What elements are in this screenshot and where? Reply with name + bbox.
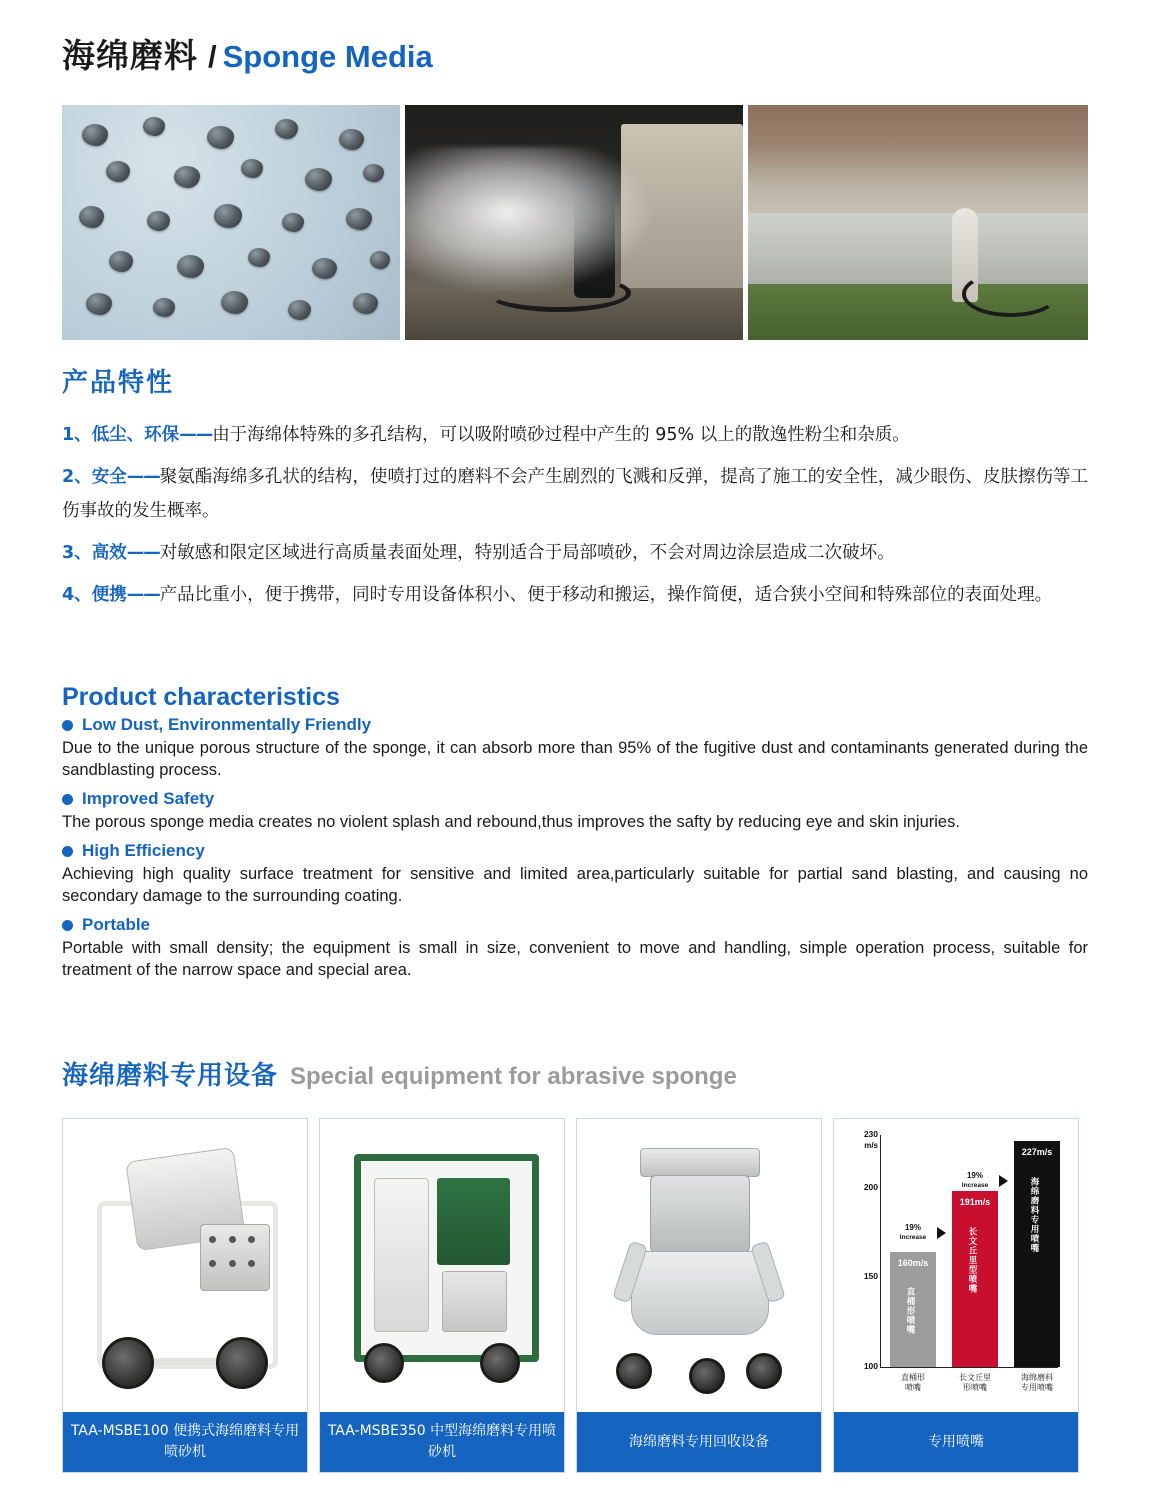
msbe100-caption: TAA-MSBE100 便携式海绵磨料专用喷砂机 [63,1412,307,1472]
equipment-heading-en: Special equipment for abrasive sponge [290,1063,737,1090]
cn-item-index: 3、 [62,543,92,563]
en-subtitle-label: Portable [82,915,151,934]
cn-item-dash: —— [126,543,160,563]
photo-strip [62,105,1088,340]
bar-2-category: 海绵磨料 专用喷嘴 [1021,1373,1053,1392]
equipment-heading-cn: 海绵磨料专用设备 [62,1061,279,1091]
cn-feature-item [62,418,1088,452]
page-title-en: Sponge Media [222,39,433,74]
special-nozzle-caption: 专用喷嘴 [834,1412,1078,1472]
en-subtitle-label: Low Dust, Environmentally Friendly [82,715,372,734]
bar-1-text: 长文丘里型喷嘴 [967,1227,977,1294]
cn-item-key: 低尘、环保 [91,425,180,445]
y-axis-unit: m/s [864,1141,878,1150]
msbe100-machine-image [63,1119,307,1412]
cn-item-key: 便携 [91,585,127,605]
cn-feature-item [62,460,1088,528]
en-body-text: Portable with small density; the equipment is small in size, convenient to move and handling, simple operation process, suitable for treatment of the narrow space and special area. [62,939,1088,979]
section-heading-en: Product characteristics [62,683,340,711]
bullet-icon [62,794,73,805]
annotation-1-arrow-icon [999,1175,1008,1187]
cn-item-text: 聚氨酯海绵多孔状的结构，使喷打过的磨料不会产生剧烈的飞溅和反弹，提高了施工的安全性，减少眼伤、皮肤擦伤等工伤事故的发生概率。 [62,467,1089,521]
en-feature-block [62,715,1088,989]
bar-2-value: 227m/s [1021,1147,1053,1157]
recovery-unit-image [577,1119,821,1412]
sponge-media-granules-photo [62,105,400,340]
en-subtitle-label: Improved Safety [82,789,215,808]
en-subtitle-label: High Efficiency [82,841,205,860]
en-body-text: Due to the unique porous structure of the sponge, it can absorb more than 95% of the fugitive dust and contaminants generated during the sandblasting process. [62,739,1088,779]
cn-item-index: 4、 [62,585,92,605]
card-recovery-unit[interactable] [576,1118,822,1473]
y-tick-150: 150 [863,1271,878,1281]
y-tick-200: 200 [863,1182,878,1192]
msbe350-machine-image [320,1119,564,1412]
bar-2 [1014,1141,1060,1367]
title-separator: / [208,39,217,74]
cn-item-index: 2、 [62,467,92,487]
card-msbe350[interactable] [319,1118,565,1473]
cn-feature-list [62,418,1088,620]
msbe350-caption: TAA-MSBE350 中型海绵磨料专用喷砂机 [320,1412,564,1472]
sandblasting-dust-photo [405,105,743,340]
bar-1-value: 191m/s [959,1197,991,1207]
card-special-nozzle[interactable] [833,1118,1079,1473]
bar-0-category: 直桶形 喷嘴 [901,1373,925,1392]
page-title-cn: 海绵磨料 [62,36,198,75]
cn-item-text: 产品比重小，便于携带，同时专用设备体积小、便于移动和搬运，操作简便，适合狭小空间和特殊部位的表面处理。 [159,585,1053,605]
y-tick-230: 230 [863,1129,878,1139]
cn-item-key: 安全 [91,467,127,487]
cn-item-index: 1、 [62,425,92,445]
nozzle-velocity-chart [834,1119,1078,1412]
bullet-icon [62,720,73,731]
bar-1-category: 长文丘里 形喷嘴 [959,1373,991,1392]
bullet-icon [62,846,73,857]
en-subtitle [62,789,1088,809]
bar-0-value: 160m/s [897,1258,929,1268]
cn-feature-item [62,536,1088,570]
en-subtitle [62,715,1088,735]
annotation-0-arrow-icon [937,1227,946,1239]
cn-item-text: 由于海绵体特殊的多孔结构，可以吸附喷砂过程中产生的 95% 以上的散逸性粉尘和杂质。 [212,425,910,445]
card-msbe100[interactable] [62,1118,308,1473]
page-title [62,30,433,77]
bar-2-text: 海绵磨料专用喷嘴 [1029,1177,1039,1253]
cn-item-dash: —— [126,467,160,487]
en-subtitle [62,915,1088,935]
section-heading-cn: 产品特性 [62,368,175,398]
cn-item-dash: —— [179,425,213,445]
bullet-icon [62,920,73,931]
cn-item-text: 对敏感和限定区域进行高质量表面处理，特别适合于局部喷砂，不会对周边涂层造成二次破坏。 [159,543,895,563]
cn-item-key: 高效 [91,543,127,563]
en-body-text: Achieving high quality surface treatment for sensitive and limited area,particularly suitable for partial sand blasting, and causing no secondary damage to the surrounding coating. [62,865,1088,905]
en-subtitle [62,841,1088,861]
annotation-0: 19% Increase [899,1223,927,1241]
cn-feature-item [62,578,1088,612]
annotation-1: 19% Increase [961,1171,989,1189]
hull-blasting-photo [748,105,1088,340]
equipment-card-list [62,1118,1088,1473]
recovery-unit-caption: 海绵磨料专用回收设备 [577,1412,821,1472]
en-body-text: The porous sponge media creates no violent splash and rebound,thus improves the safty by reducing eye and skin injuries. [62,813,960,831]
bar-0-text: 直桶形喷嘴 [905,1287,915,1335]
equipment-heading [62,1055,737,1092]
y-tick-100: 100 [863,1361,878,1371]
cn-item-dash: —— [126,585,160,605]
